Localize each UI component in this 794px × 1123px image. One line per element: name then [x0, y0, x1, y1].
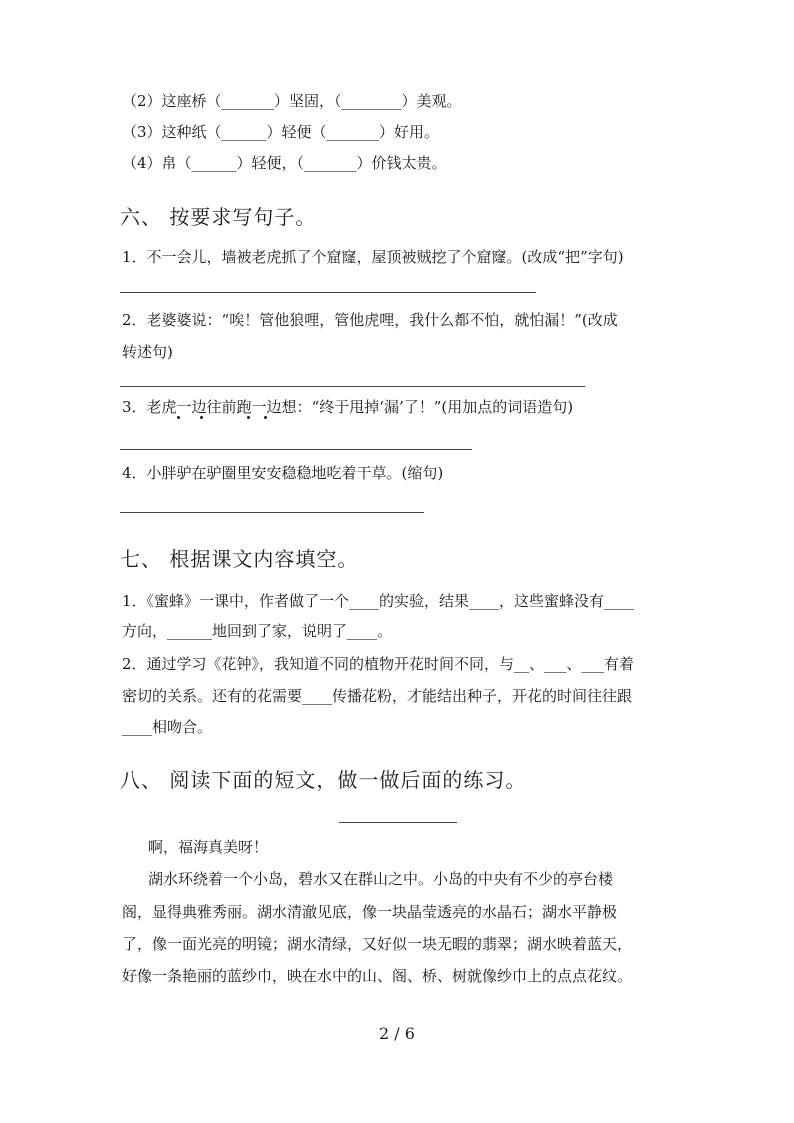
answer-line-6-1[interactable]: [120, 292, 536, 293]
fill-line-7-5: ____相吻合。: [122, 718, 213, 736]
fill-line-7-4: 密切的关系。还有的花需要____传播花粉，才能结出种子，开花的时间往往跟: [122, 687, 633, 705]
emphasis-dot: [264, 416, 267, 419]
answer-line-6-2[interactable]: [120, 386, 585, 387]
answer-line-6-4[interactable]: [120, 512, 424, 513]
fill-item-2: （2）这座桥（_______）坚固，（________）美观。: [122, 92, 462, 110]
question-6-3: 3．老虎一边往前跑一边想：“终于甩掉‘漏’了！”(用加点的词语造句): [122, 398, 574, 416]
passage-line-1: 啊，福海真美呀！: [148, 838, 269, 856]
fill-line-7-3: 2．通过学习《花钟》，我知道不同的植物开花时间不同，与__、___、___有着: [122, 655, 635, 673]
question-6-2-line2: 转述句): [122, 343, 173, 361]
passage-line-5: 好像一条艳丽的蓝纱巾，映在水中的山、阁、桥、树就像纱巾上的点点花纹。: [122, 967, 633, 985]
emphasis-dot: [200, 416, 203, 419]
fill-item-4: （4）帛（______）轻便，（_______）价钱太贵。: [122, 154, 447, 172]
question-6-4: 4．小胖驴在驴圈里安安稳稳地吃着干草。(缩句): [122, 464, 444, 482]
fill-line-7-2: 方向，______地回到了家，说明了____。: [122, 622, 393, 640]
fill-line-7-1: 1．《蜜蜂》一课中，作者做了一个____的实验，结果____，这些蜜蜂没有____: [122, 592, 635, 610]
question-6-1: 1．不一会儿，墙被老虎抓了个窟窿，屋顶被贼挖了个窟窿。(改成“把”字句): [122, 248, 624, 266]
passage-line-4: 了，像一面光亮的明镜；湖水清绿，又好似一块无暇的翡翠；湖水映着蓝天，: [122, 935, 633, 953]
passage-line-3: 阁，显得典雅秀丽。湖水清澈见底，像一块晶莹透亮的水晶石；湖水平静极: [122, 903, 618, 921]
emphasis-dot: [247, 416, 250, 419]
title-blank-line[interactable]: [339, 822, 457, 823]
passage-line-2: 湖水环绕着一个小岛，碧水又在群山之中。小岛的中央有不少的亭台楼: [148, 870, 614, 888]
section-heading-6: 六、 按要求写句子。: [120, 205, 317, 229]
fill-item-3: （3）这种纸（______）轻便（_______）好用。: [122, 123, 440, 141]
page-number: 2 / 6: [379, 1024, 415, 1043]
question-6-2-line1: 2．老婆婆说：“唉！管他狼哩，管他虎哩，我什么都不怕，就怕漏！”(改成: [122, 311, 618, 329]
emphasis-dot: [177, 416, 180, 419]
section-heading-8: 八、 阅读下面的短文，做一做后面的练习。: [120, 768, 527, 792]
answer-line-6-3[interactable]: [120, 449, 472, 450]
section-heading-7: 七、 根据课文内容填空。: [120, 547, 359, 571]
